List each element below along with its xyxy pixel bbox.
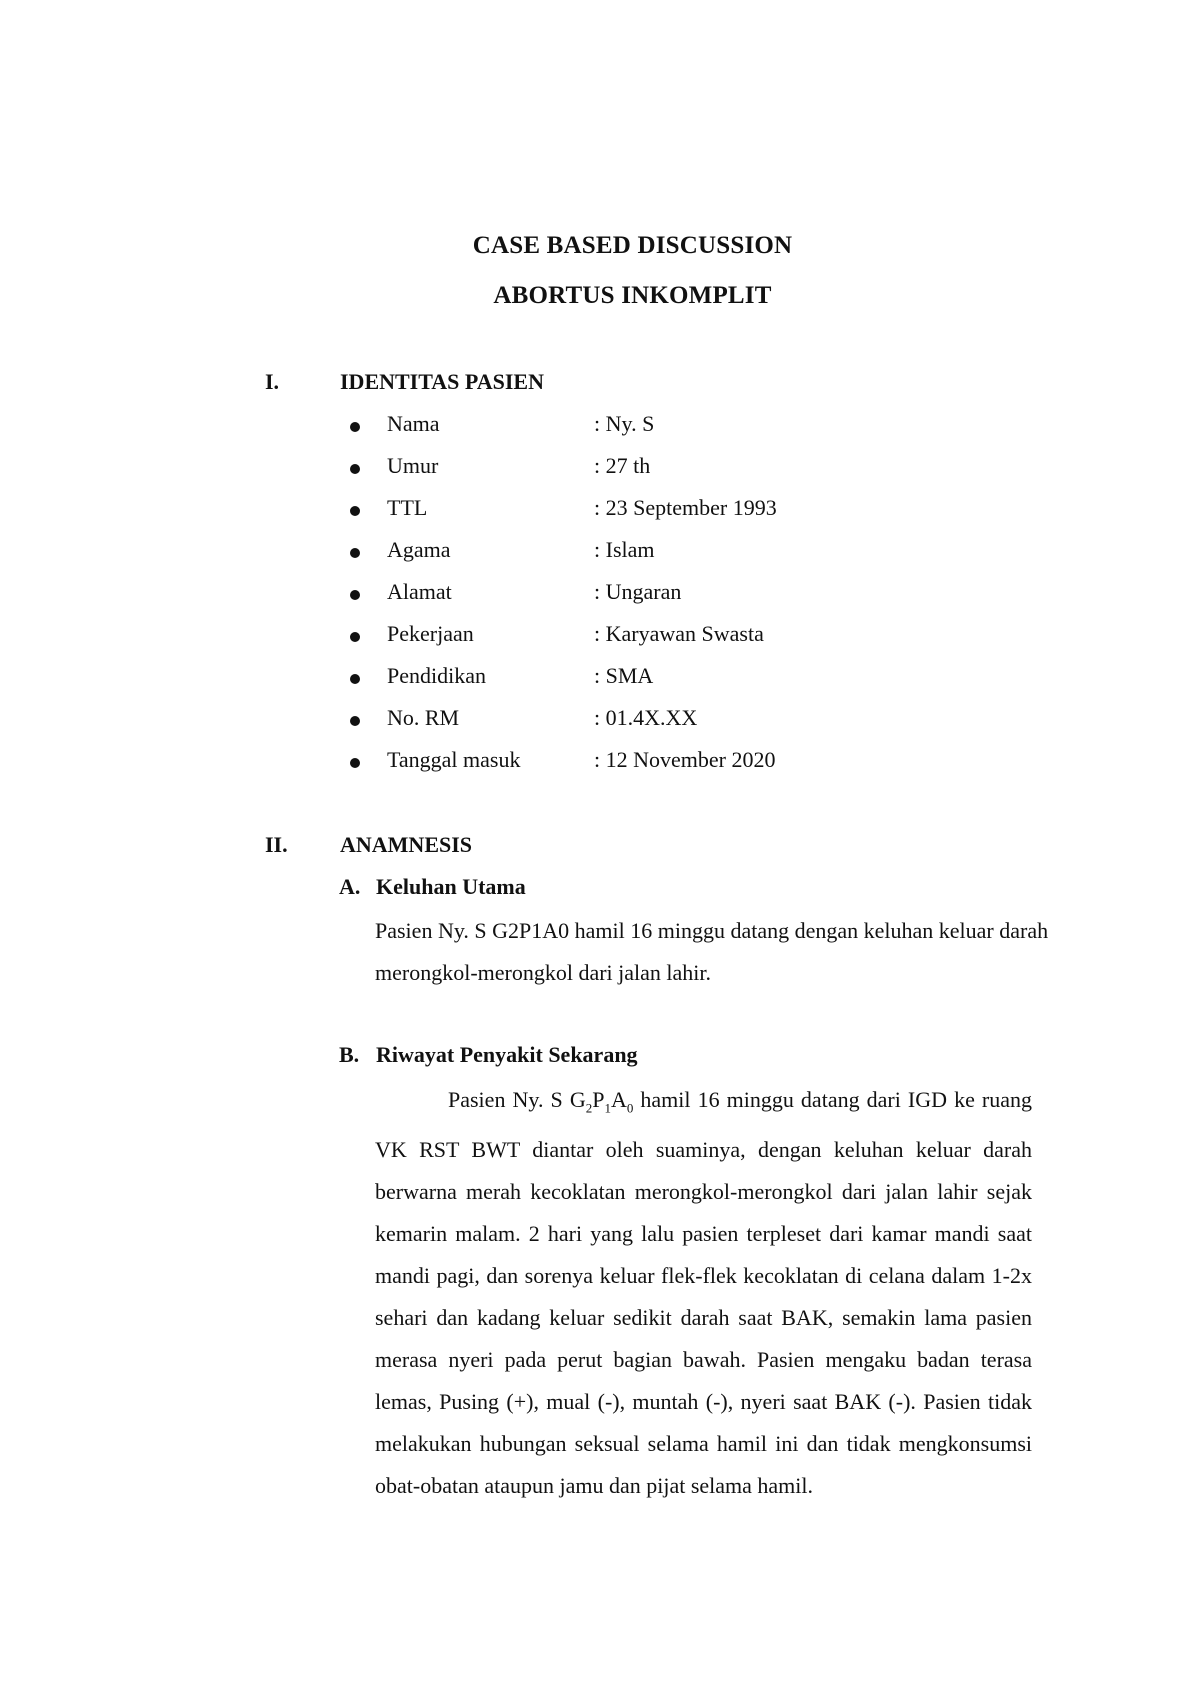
subsection-a-letter: A. (339, 874, 361, 899)
identity-value: : 23 September 1993 (594, 495, 777, 520)
identity-row (0, 537, 1200, 567)
subsection-a-heading: Keluhan Utama (376, 874, 526, 899)
identity-row (0, 663, 1200, 693)
section-2-number: II. (265, 832, 288, 857)
abortus-subscript: 0 (626, 1100, 634, 1116)
section-1-number: I. (265, 369, 280, 394)
bullet-icon (350, 632, 360, 642)
identity-value: : SMA (594, 663, 654, 688)
bullet-icon (350, 506, 360, 516)
gravida-subscript: 2 (585, 1100, 593, 1116)
identity-row (0, 411, 1200, 441)
paragraph-text: hamil 16 minggu datang dari IGD ke ruang VK RST BWT diantar oleh suaminya, dengan keluhan keluar darah berwarna merah kecoklatan merongkol-merongkol dari jalan lahir sejak kemarin malam. 2 hari yang lalu pasien terpleset dari kamar mandi saat mandi pagi, dan sorenya keluar flek-flek kecoklatan di celana dalam 1-2x sehari dan kadang keluar sedikit darah saat BAK, semakin lama pasien merasa nyeri pada perut bagian bawah. Pasien mengaku badan terasa lemas, Pusing (+), mual (-), muntah (-), nyeri saat BAK (-). Pasien tidak melakukan hubungan seksual selama hamil ini dan tidak mengkonsumsi obat-obatan ataupun jamu dan pijat selama hamil. (375, 1087, 1032, 1499)
identity-row (0, 705, 1200, 735)
paragraph-text: A (610, 1087, 627, 1112)
para-subscript: 1 (604, 1100, 611, 1116)
riwayat-penyakit-paragraph (375, 1079, 1032, 1507)
subsection-b-heading: Riwayat Penyakit Sekarang (376, 1042, 638, 1067)
bullet-icon (350, 422, 360, 432)
identity-label: Umur (387, 453, 439, 478)
identity-label: Pendidikan (387, 663, 486, 688)
identity-row (0, 621, 1200, 651)
identity-label: Agama (387, 537, 451, 562)
bullet-icon (350, 464, 360, 474)
identity-value: : Ny. S (594, 411, 655, 436)
bullet-icon (350, 716, 360, 726)
document-subtitle: ABORTUS INKOMPLIT (493, 282, 772, 309)
keluhan-utama-paragraph: Pasien Ny. S G2P1A0 hamil 16 minggu datang dengan keluhan keluar darah merongkol-merongkol dari jalan lahir. (375, 918, 1049, 985)
bullet-icon (350, 548, 360, 558)
identity-value: : Karyawan Swasta (594, 621, 764, 646)
subsection-b-letter: B. (339, 1042, 360, 1067)
identity-value: : 27 th (594, 453, 651, 478)
identity-value: : Ungaran (594, 579, 682, 604)
identity-value: : 12 November 2020 (594, 747, 776, 772)
identity-row (0, 495, 1200, 525)
identity-value: : 01.4X.XX (594, 705, 698, 730)
bullet-icon (350, 758, 360, 768)
identity-label: Pekerjaan (387, 621, 474, 646)
identity-value: : Islam (594, 537, 655, 562)
identity-label: Nama (387, 411, 440, 436)
bullet-icon (350, 674, 360, 684)
document-title: CASE BASED DISCUSSION (472, 232, 793, 259)
identity-label: Alamat (387, 579, 452, 604)
section-2-heading: ANAMNESIS (340, 832, 473, 857)
identity-row (0, 579, 1200, 609)
identity-row (0, 453, 1200, 483)
identity-label: No. RM (387, 705, 460, 730)
identity-label: TTL (387, 495, 428, 520)
section-1-heading: IDENTITAS PASIEN (340, 369, 544, 394)
identity-row (0, 747, 1200, 777)
bullet-icon (350, 590, 360, 600)
paragraph-text: Pasien Ny. S G (448, 1087, 586, 1112)
paragraph-text: P (592, 1087, 605, 1112)
identity-label: Tanggal masuk (387, 747, 521, 772)
